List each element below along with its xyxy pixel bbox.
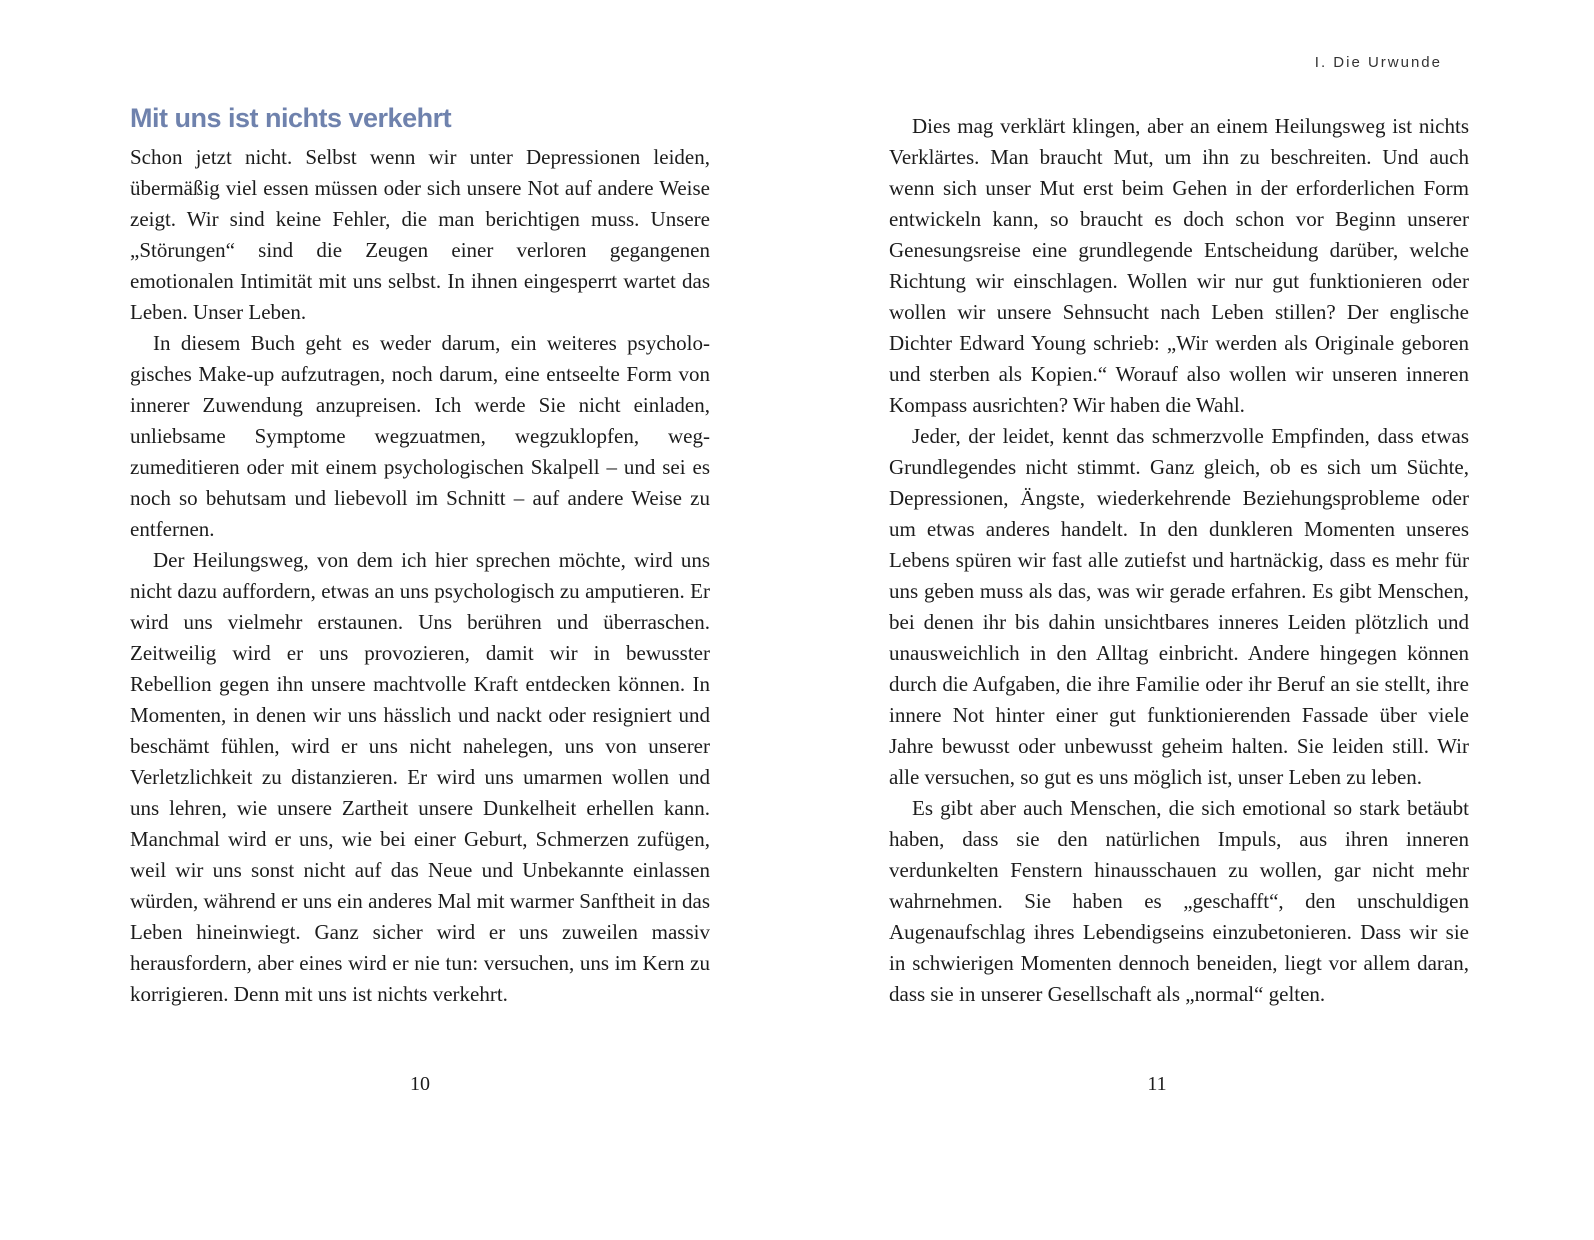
paragraph: Es gibt aber auch Menschen, die sich emotional so stark betäubt haben, dass sie den natürlichen Impuls, aus ihren inneren verdunkelten Fenstern hinausschauen zu wollen, gar nicht mehr wahrnehmen. Sie haben es „geschafft“, den unschuldigen Augenaufschlag ihres Lebendigseins einzubetonieren. Dass wir sie in schwierigen Momenten dennoch beneiden, liegt vor allem daran, dass sie in unserer Gesellschaft als „normal“ gelten. [889,796,1469,1006]
page-number: 11 [1147,1073,1167,1095]
paragraph: In diesem Buch geht es weder darum, ein weiteres psychologisches Make-up aufzutragen, noch darum, eine entseelte Form von innerer Zuwendung anzupreisen. Ich werde Sie nicht einladen, unliebsame Symptome wegzuatmen, wegzuklopfen, wegzumeditieren oder mit einem psychologischen Skalpell – und sei es noch so behutsam und liebevoll im Schnitt – auf andere Weise zu entfernen. [130,331,710,541]
paragraph: Schon jetzt nicht. Selbst wenn wir unter Depressionen leiden, übermäßig viel essen müssen oder sich unsere Not auf andere Weise zeigt. Wir sind keine Fehler, die man berichtigen muss. Unsere „Störungen“ sind die Zeugen einer verloren gegangenen emotionalen Intimität mit uns selbst. In ihnen eingesperrt wartet das Leben. Unser Leben. [130,145,710,324]
paragraph: Dies mag verklärt klingen, aber an einem Heilungsweg ist nichts Verklärtes. Man braucht Mut, um ihn zu beschreiten. Und auch wenn sich unser Mut erst beim Gehen in der erforderlichen Form entwickeln kann, so braucht es doch schon vor Beginn unserer Genesungsreise eine grundlegende Entscheidung darüber, welche Richtung wir einschlagen. Wollen wir nur gut funktionieren oder wollen wir unsere Sehnsucht nach Leben stillen? Der englische Dichter Edward Young schrieb: „Wir werden als Originale geboren und sterben als Kopien.“ Worauf also wollen wir unseren inneren Kompass ausrichten? Wir haben die Wahl. [889,114,1469,417]
running-head: I. Die Urwunde [1314,54,1442,71]
section-heading: Mit uns ist nichts verkehrt [130,103,452,133]
paragraph: Der Heilungsweg, von dem ich hier sprechen möchte, wird uns nicht dazu auffordern, etwas an uns psychologisch zu amputieren. Er wird uns vielmehr erstaunen. Uns berühren und überraschen. Zeitweilig wird er uns provozieren, damit wir in bewusster Rebellion gegen ihn unsere machtvolle Kraft entdecken können. In Momenten, in denen wir uns hässlich und nackt oder resigniert und beschämt fühlen, wird er uns nicht nahelegen, uns von unserer Verletzlichkeit zu distanzieren. Er wird uns umarmen wollen und uns lehren, wie unsere Zartheit unsere Dunkelheit erhellen kann. Manchmal wird er uns, wie bei einer Geburt, Schmerzen zufügen, weil wir uns sonst nicht auf das Neue und Unbekannte einlassen würden, während er uns ein anderes Mal mit warmer Sanftheit in das Leben hineinwiegt. Ganz sicher wird er uns zuweilen massiv herausfordern, aber eines wird er nie tun: versuchen, uns im Kern zu korrigieren. Denn mit uns ist nichts verkehrt. [130,548,710,1006]
right-page-body [889,111,1469,1010]
left-page-body [130,142,710,1010]
right-page [797,0,1594,1240]
paragraph: Jeder, der leidet, kennt das schmerzvolle Empfinden, dass etwas Grundlegendes nicht stimmt. Ganz gleich, ob es sich um Süchte, Depressionen, Ängste, wiederkehrende Beziehungsprobleme oder um etwas anderes handelt. In den dunkleren Momenten unseres Lebens spüren wir fast alle zutiefst und hartnäckig, dass es mehr für uns geben muss als das, was wir gerade erfahren. Es gibt Menschen, bei denen ihr bis dahin unsichtbares inneres Leiden plötzlich und unausweichlich in den Alltag einbricht. Andere hingegen können durch die Aufgaben, die ihre Familie oder ihr Beruf an sie stellt, ihre innere Not hinter einer gut funktionierenden Fassade über viele Jahre bewusst oder unbewusst geheim halten. Sie leiden still. Wir alle versuchen, so gut es uns möglich ist, unser Leben zu leben. [889,424,1469,789]
page-number: 10 [410,1073,430,1095]
